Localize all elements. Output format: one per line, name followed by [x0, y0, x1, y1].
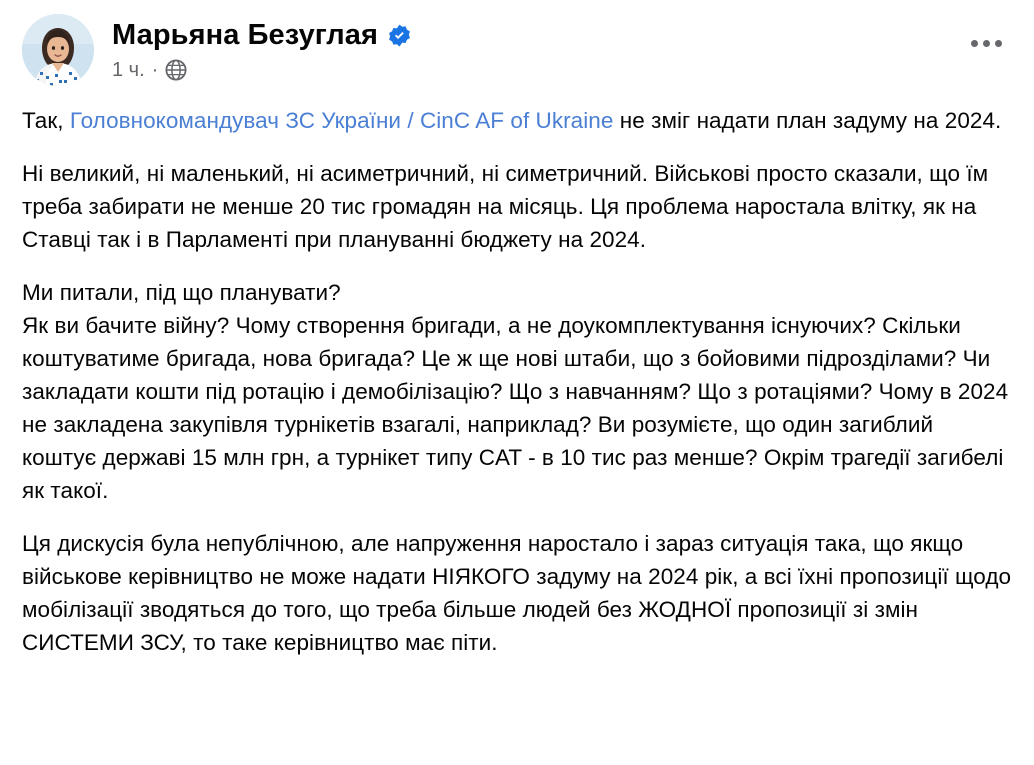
timestamp[interactable]: 1 ч.	[112, 58, 145, 81]
post-paragraph: Ця дискусія була непублічною, але напруження наростало і зараз ситуація така, що якщо військове керівництво не може надати НІЯКОГО задуму на 2024 рік, а всі їхні пропозиції щодо мобілізації зводяться до того, що треба більше людей без ЖОДНОЇ пропозиції зі змін СИСТЕМИ ЗСУ, то таке керівництво має піти.	[22, 531, 1012, 655]
ellipsis-icon-dot	[983, 40, 990, 47]
verified-badge-icon	[387, 23, 412, 48]
ellipsis-icon-dot	[995, 40, 1002, 47]
author-name[interactable]: Марьяна Безуглая	[112, 19, 379, 51]
post-paragraph: Ми питали, під що планувати?	[22, 280, 341, 305]
post-body	[22, 104, 1012, 659]
avatar[interactable]	[22, 14, 94, 86]
mention-link-commander-in-chief[interactable]: Головнокомандувач ЗС України / CinC AF of Ukraine	[69, 108, 614, 133]
post-meta	[112, 59, 412, 82]
paragraph-text-segment: Так,	[22, 108, 70, 133]
globe-icon[interactable]	[165, 59, 187, 81]
post-header	[22, 14, 1012, 92]
more-options-button[interactable]	[964, 28, 1008, 58]
post-header-text	[112, 14, 412, 82]
post-paragraph	[22, 104, 1012, 137]
post-paragraph: Як ви бачите війну? Чому створення бригади, а не доукомплектування існуючих? Скільки коштуватиме бригада, нова бригада? Це ж ще нові штаби, що з бойовими підрозділами? Чи закладати кошти під ротацію і демобілізацію? Що з навчанням? Що з ротаціями? Чому в 2024 не закладена закупівля турнікетів взагалі, наприклад? Ви розумієте, що один загиблий коштує державі 15 млн грн, а турнікет типу CAT - в 10 тис раз менше? Окрім трагедії загибелі як такої.	[22, 313, 1009, 503]
author-row	[112, 20, 412, 52]
meta-separator: ·	[151, 58, 159, 81]
paragraph-text-segment: не зміг надати план задуму на 2024.	[613, 108, 1002, 133]
post-paragraph: Ні великий, ні маленький, ні асиметричний, ні симетричний. Військові просто сказали, що їм треба забирати не менше 20 тис громадян на місяць. Ця проблема наростала влітку, як на Ставці так і в Парламенті при плануванні бюджету на 2024.	[22, 161, 989, 252]
ellipsis-icon-dot	[971, 40, 978, 47]
